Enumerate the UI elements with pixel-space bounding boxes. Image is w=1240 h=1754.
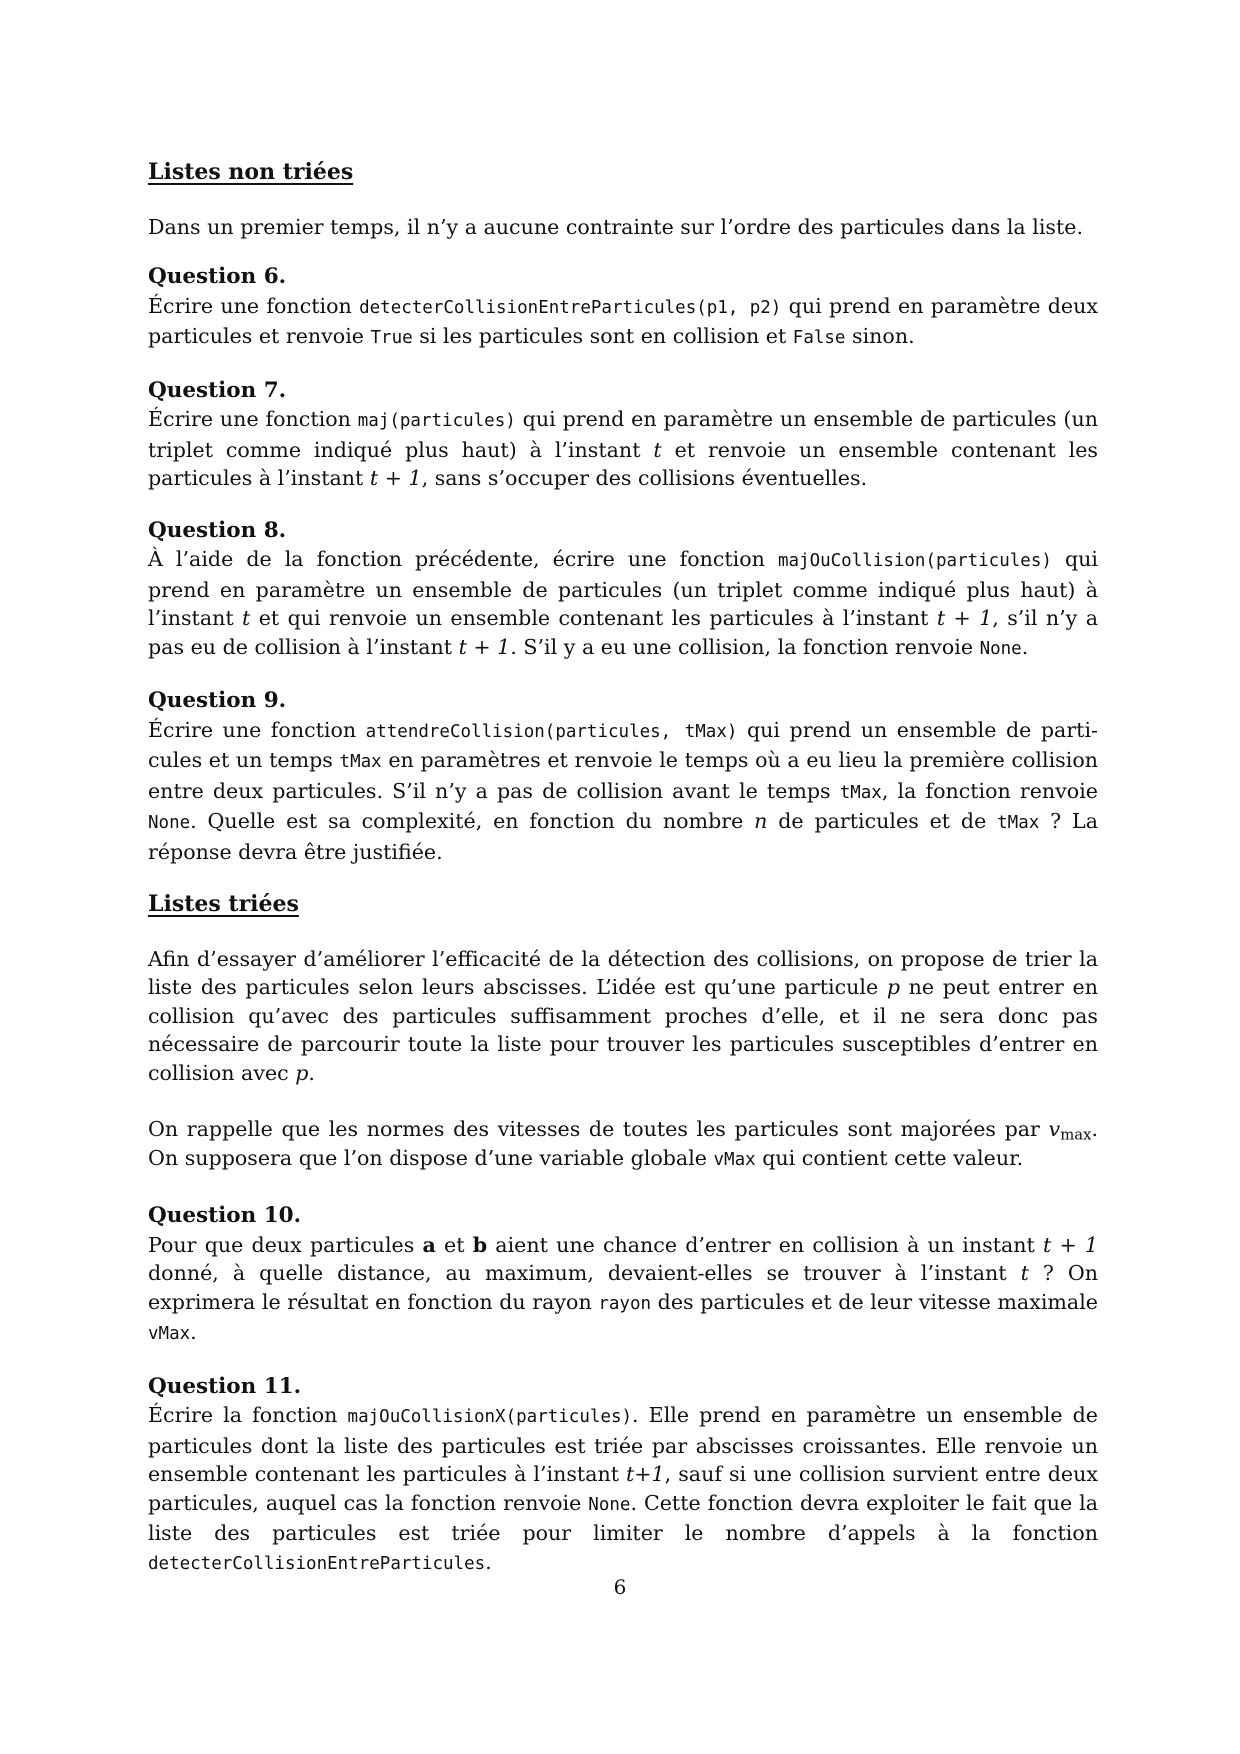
question-text: Écrire une fonction detecterCollisionEntreParticules(p1, p2) qui prend en paramètre deux particules et renvoie True si les particules sont en collision et False sinon.: [148, 293, 1098, 348]
section-sorted-lists: [148, 890, 1098, 1578]
question-6: [148, 263, 1098, 353]
question-title: Question 11.: [148, 1373, 302, 1399]
question-text: Écrire une fonction attendreCollision(particules, tMax) qui prend un ensemble de particules et un temps tMax en paramètres et renvoie le temps où a eu lieu la première collision entre deux particules. S’il n’y a pas de collision avant le temps tMax, la fonction renvoie None. Quelle est sa complexité, en fonction du nombre n de particules et de tMax ? La réponse devra être justifiée.: [148, 717, 1098, 864]
question-title: Question 10.: [148, 1203, 302, 1228]
section-unsorted-lists: [148, 158, 1098, 866]
question-title: Question 7.: [148, 377, 287, 403]
question-title: Question 6.: [148, 264, 287, 289]
document-page: [148, 158, 1098, 1602]
question-text: Écrire la fonction majOuCollisionX(particules). Elle prend en paramètre un ensemble de particules dont la liste des particules est triée par abscisses croissantes. Elle renvoie un ensemble contenant les particules à l’instant t+1, sauf si une collision survient entre deux particules, auquel cas la fonction renvoie None. Cette fonction devra exploiter le fait que la liste des particules est triée pour limiter le nombre d’appels à la fonction detecterCollisionEntreParticules.: [148, 1403, 1098, 1574]
question-text: Pour que deux particules a et b aient une chance d’entrer en collision à un instant t + 1 donné, à quelle distance, au maximum, devaient-elles se trouver à l’instant t ? On exprimera le résultat en fonction du rayon rayon des particules et de leur vitesse maximale vMax.: [148, 1232, 1099, 1344]
question-11: [148, 1373, 1098, 1579]
question-10: [148, 1202, 1098, 1349]
section-title: Listes non triées: [148, 159, 354, 185]
question-7: [148, 377, 1098, 493]
question-text: À l’aide de la fonction précédente, écrire une fonction majOuCollision(particules) qui prend en paramètre un ensemble de particules (un triplet comme indiqué plus haut) à l’instant t et qui renvoie un ensemble contenant les particules à l’instant t + 1, s’il n’y a pas eu de collision à l’instant t + 1. S’il y a eu une collision, la fonction renvoie None.: [148, 547, 1098, 659]
section-intro: Dans un premier temps, il n’y a aucune contrainte sur l’ordre des particules dans la liste.: [148, 214, 1083, 239]
paragraph-vmax: On rappelle que les normes des vitesses de toutes les particules sont majorées par $v_{max}$. On supposera que l’on dispose d’une variable globale vMax qui contient cette valeur.: [148, 1117, 1098, 1170]
page-number: 6: [613, 1575, 627, 1599]
question-title: Question 8.: [148, 517, 287, 543]
section-title: Listes triées: [148, 891, 299, 917]
paragraph-sorting-idea: Afin d’essayer d’améliorer l’efficacité de la détection des collisions, on propose de trier la liste des particules selon leurs abscisses. L’idée est qu’une particule p ne peut entrer en collision qu’avec des particules suffisamment proches d’elle, et il ne sera donc pas nécessaire de parcourir toute la liste pour trouver les particules susceptibles d’entrer en collision avec p.: [148, 946, 1098, 1085]
question-text: Écrire une fonction maj(particules) qui prend en paramètre un ensemble de particules (un triplet comme indiqué plus haut) à l’instant t et renvoie un ensemble contenant les particules à l’instant t + 1, sans s’occuper des collisions éventuelles.: [148, 407, 1099, 490]
question-8: [148, 517, 1098, 664]
question-title: Question 9.: [148, 688, 287, 713]
question-9: [148, 687, 1098, 866]
